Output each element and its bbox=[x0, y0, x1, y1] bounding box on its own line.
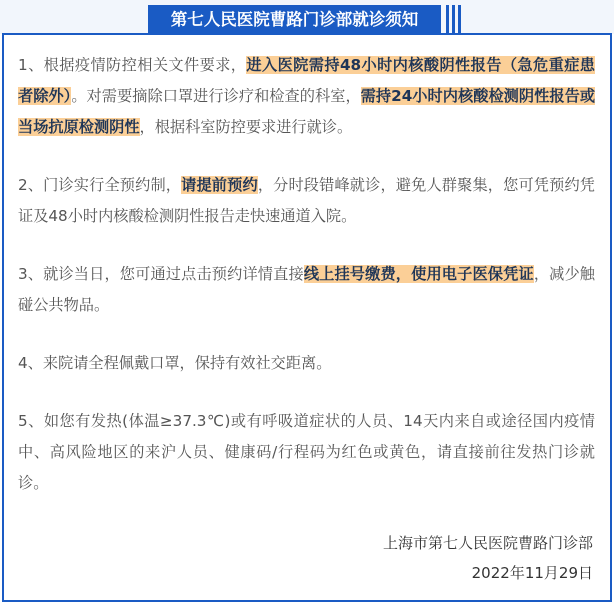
notice-item-5 bbox=[18, 406, 595, 499]
text: ，分时段错峰就诊，避免人群聚集，您可凭预约凭证及48小时内核酸检测阴性报告走快速通道入院。 bbox=[18, 176, 595, 225]
title-decoration bbox=[446, 5, 461, 33]
signature-org: 上海市第七人民医院曹路门诊部 bbox=[382, 534, 593, 552]
text: 3、就诊当日，您可通过点击预约详情直接 bbox=[18, 265, 304, 283]
highlighted-text: 需持24小时内核酸检测阴性报告或当场抗原检测阴性 bbox=[18, 87, 596, 136]
text: 4、来院请全程佩戴口罩，保持有效社交距离。 bbox=[18, 354, 332, 372]
text: 2、门诊实行全预约制， bbox=[18, 176, 182, 194]
page-title: 第七人民医院曹路门诊部就诊须知 bbox=[148, 5, 441, 35]
highlighted-text: 线上挂号缴费，使用电子医保凭证 bbox=[303, 265, 534, 283]
text: ，减少触碰公共物品。 bbox=[18, 265, 595, 314]
text: 5、如您有发热(体温≥37.3℃)或有呼吸道症状的人员、14天内来自或途径国内疫情中、高风险地区的来沪人员、健康码/行程码为红色或黄色，请直接前往发热门诊就诊。 bbox=[18, 412, 595, 492]
notice-item-2 bbox=[18, 170, 595, 232]
highlighted-text: 进入医院需持48小时内核酸阴性报告（急危重症患者除外） bbox=[18, 56, 595, 105]
notice-item-4 bbox=[18, 348, 595, 379]
signature-date: 2022年11月29日 bbox=[471, 564, 593, 582]
highlighted-text: 请提前预约 bbox=[181, 176, 258, 194]
text: 1、根据疫情防控相关文件要求， bbox=[18, 56, 247, 74]
text: 。对需要摘除口罩进行诊疗和检查的科室， bbox=[71, 87, 361, 105]
signature bbox=[383, 528, 593, 588]
notice-item-1 bbox=[18, 50, 595, 143]
notice-item-3 bbox=[18, 259, 595, 321]
text: ，根据科室防控要求进行就诊。 bbox=[139, 118, 353, 136]
notice-content bbox=[18, 50, 595, 526]
